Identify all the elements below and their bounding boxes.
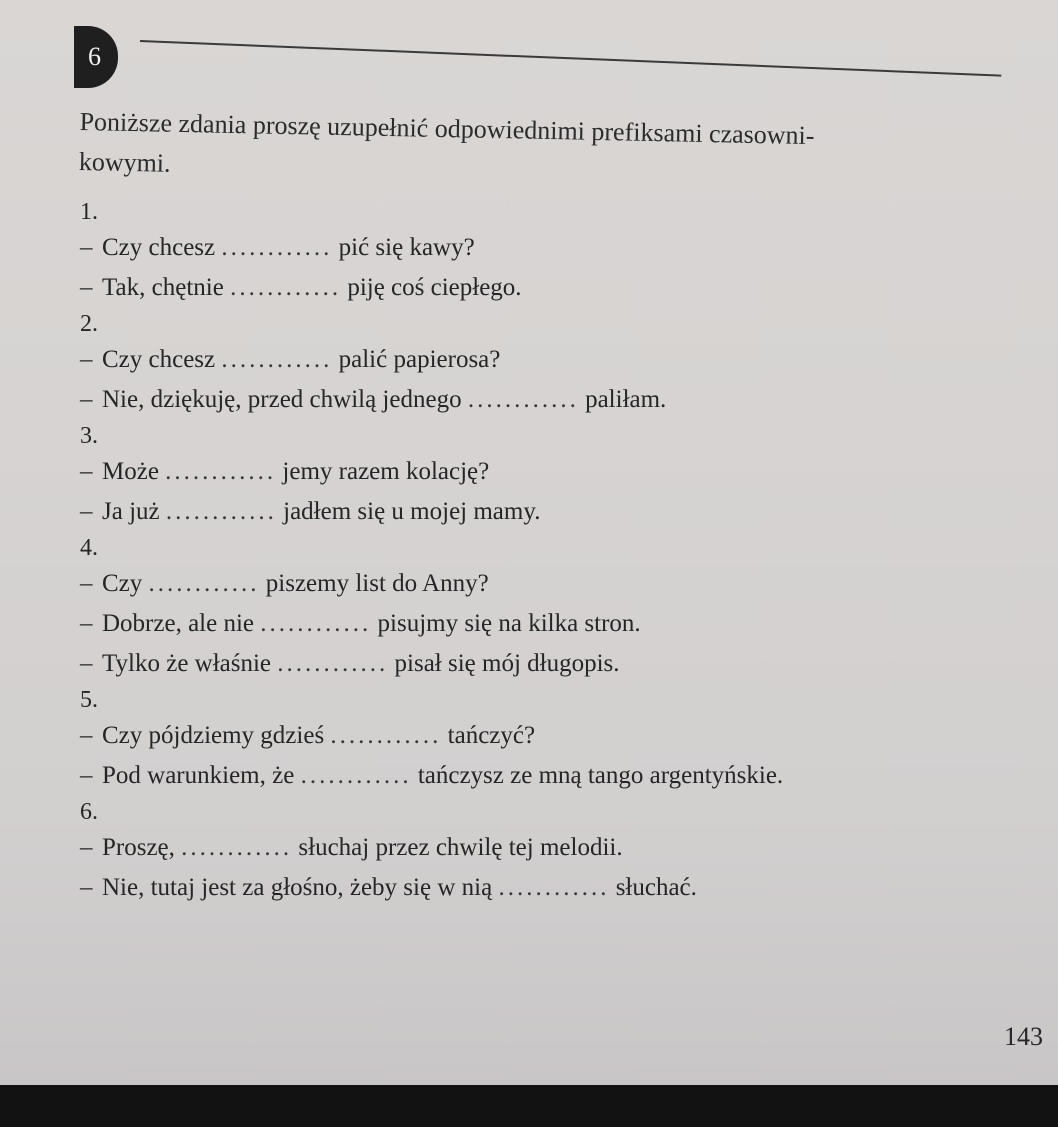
dialogue-line (80, 828, 1040, 868)
text-after-blank: jadłem się u mojej mamy. (283, 498, 541, 525)
exercise-number: 6 (88, 42, 101, 71)
text-before-blank: Czy (102, 570, 143, 597)
dialogue-dash: – (80, 498, 93, 525)
dialogue-line (80, 452, 1040, 492)
item-number: 5. (80, 687, 98, 713)
dialogue-line (80, 380, 1040, 420)
text-after-blank: słuchaj przez chwilę tej melodii. (298, 834, 623, 861)
text-before-blank: Tak, chętnie (102, 274, 224, 301)
dialogue-dash: – (80, 234, 93, 261)
dialogue-line (80, 340, 1040, 380)
dialogue-dash: – (80, 458, 93, 485)
item-number: 2. (80, 311, 98, 337)
text-after-blank: paliłam. (585, 386, 667, 413)
fill-in-blank[interactable]: ............ (498, 874, 610, 901)
exercise-instruction (78, 102, 1009, 200)
text-before-blank: Tylko że właśnie (102, 650, 272, 677)
fill-in-blank[interactable]: ............ (300, 762, 412, 789)
text-before-blank: Nie, tutaj jest za głośno, żeby się w nią (102, 874, 493, 901)
exercise-items (80, 196, 1040, 908)
fill-in-blank[interactable]: ............ (330, 722, 442, 749)
page-edge-shadow (0, 1085, 1058, 1127)
dialogue-line (80, 716, 1040, 756)
dialogue-dash: – (80, 650, 93, 677)
text-after-blank: pisał się mój długopis. (394, 650, 620, 677)
text-after-blank: słuchać. (615, 874, 697, 901)
dialogue-dash: – (80, 386, 93, 413)
fill-in-blank[interactable]: ............ (165, 458, 277, 485)
text-before-blank: Czy chcesz (102, 234, 216, 261)
fill-in-blank[interactable]: ............ (260, 610, 372, 637)
text-before-blank: Nie, dziękuję, przed chwilą jednego (102, 386, 462, 413)
fill-in-blank[interactable]: ............ (277, 650, 389, 677)
dialogue-line (80, 756, 1040, 796)
dialogue-dash: – (80, 834, 93, 861)
dialogue-line (80, 492, 1040, 532)
dialogue-dash: – (80, 274, 93, 301)
item-number: 1. (80, 199, 98, 225)
item-number: 3. (80, 423, 98, 449)
dialogue-dash: – (80, 570, 93, 597)
page-number: 143 (1004, 1022, 1043, 1051)
text-after-blank: tańczyć? (447, 722, 536, 749)
text-before-blank: Dobrze, ale nie (102, 610, 255, 637)
dialogue-line (80, 564, 1040, 604)
dialogue-dash: – (80, 610, 93, 637)
fill-in-blank[interactable]: ............ (148, 570, 260, 597)
dialogue-line (80, 228, 1040, 268)
fill-in-blank[interactable]: ............ (165, 498, 277, 525)
text-after-blank: tańczysz ze mną tango argentyńskie. (417, 762, 784, 789)
instruction-line-1: Poniższe zdania proszę uzupełnić odpowiednimi prefiksami czasowni- (79, 106, 815, 151)
instruction-line-2: kowymi. (78, 146, 171, 178)
text-after-blank: jemy razem kolację? (282, 458, 490, 485)
dialogue-dash: – (80, 722, 93, 749)
dialogue-line (80, 868, 1040, 908)
text-before-blank: Czy chcesz (102, 346, 216, 373)
dialogue-dash: – (80, 874, 93, 901)
text-before-blank: Ja już (102, 498, 160, 525)
dialogue-line (80, 644, 1040, 684)
text-after-blank: pisujmy się na kilka stron. (377, 610, 641, 637)
fill-in-blank[interactable]: ............ (230, 274, 342, 301)
text-before-blank: Pod warunkiem, że (102, 762, 295, 789)
text-before-blank: Proszę, (102, 834, 175, 861)
dialogue-line (80, 268, 1040, 308)
text-after-blank: piję coś ciepłego. (347, 274, 522, 301)
dialogue-dash: – (80, 346, 93, 373)
fill-in-blank[interactable]: ............ (467, 386, 579, 413)
text-after-blank: piszemy list do Anny? (265, 570, 489, 597)
fill-in-blank[interactable]: ............ (181, 834, 293, 861)
item-number: 6. (80, 799, 98, 825)
item-number: 4. (80, 535, 98, 561)
fill-in-blank[interactable]: ............ (221, 234, 333, 261)
header-rule (140, 40, 1001, 77)
dialogue-line (80, 604, 1040, 644)
exercise-number-badge (74, 26, 118, 88)
text-after-blank: pić się kawy? (338, 234, 475, 261)
dialogue-dash: – (80, 762, 93, 789)
text-before-blank: Czy pójdziemy gdzieś (102, 722, 325, 749)
text-before-blank: Może (102, 458, 159, 485)
fill-in-blank[interactable]: ............ (221, 346, 333, 373)
text-after-blank: palić papierosa? (338, 346, 501, 373)
